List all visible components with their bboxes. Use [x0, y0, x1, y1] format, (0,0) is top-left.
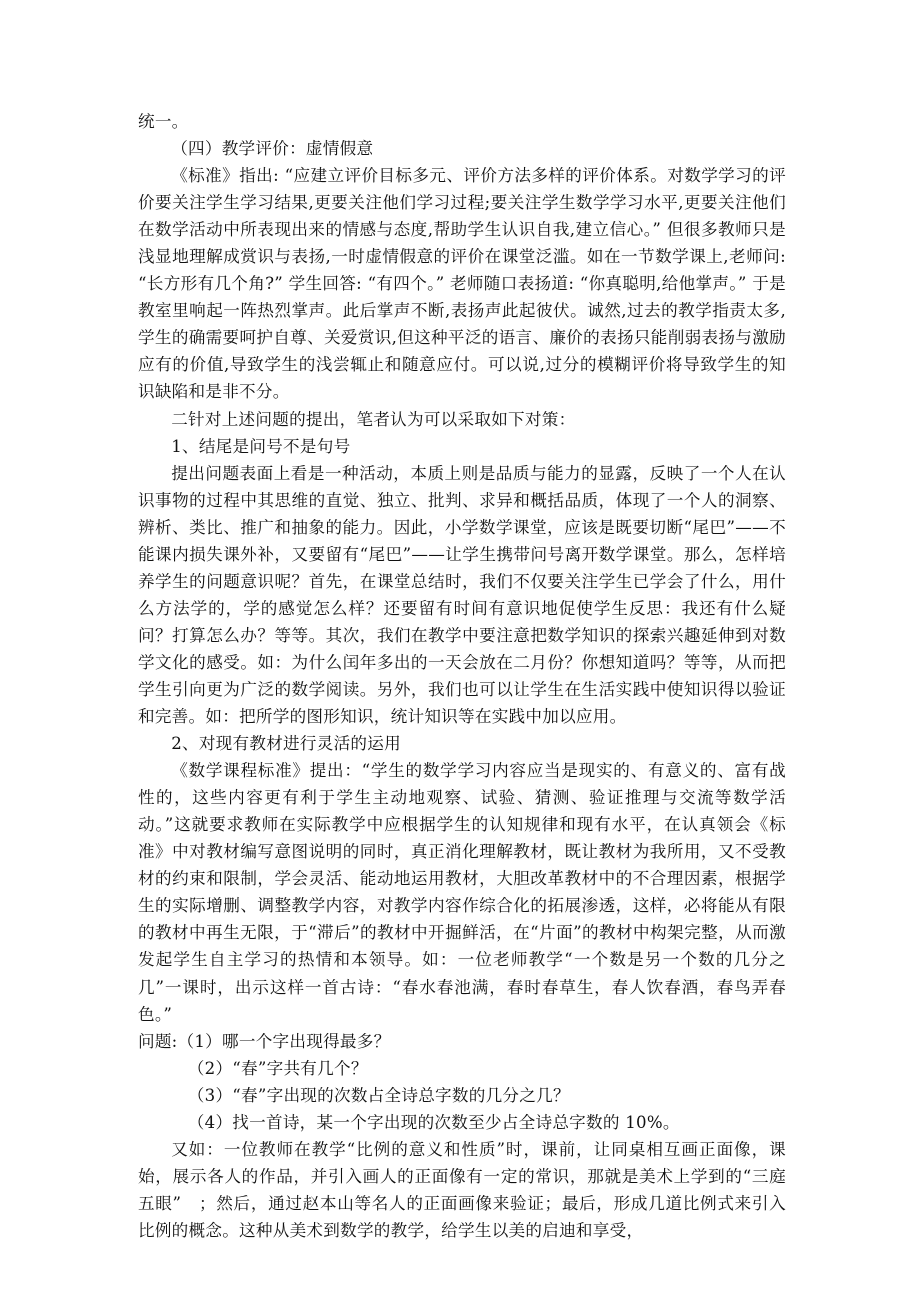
paragraph-ratio-example: 又如：一位教师在教学“比例的意义和性质”时，课前，让同桌相互画正面像，课始，展示各人的作品，并引入画人的正面像有一定的常识，那就是美术上学到的“三庭五眼” ；然后，通过赵本山等名人的正面画像来验证；最后，形成几道比例式来引入比例的概念。这种从美术到数学的教学，给学生以美的启迪和享受， — [138, 1139, 786, 1240]
paragraph-continuation: 统一。 — [138, 112, 189, 131]
question-4: （4）找一首诗，某一个字出现的次数至少占全诗总字数的 10%。 — [187, 1112, 680, 1132]
section-heading-teaching-evaluation: （四）教学评价：虚情假意 — [171, 139, 374, 159]
question-1: 问题:（1）哪一个字出现得最多？ — [138, 1031, 391, 1051]
question-3: （3）“春”字出现的次数占全诗总字数的几分之几？ — [187, 1085, 570, 1105]
question-2: （2）“春”字共有几个？ — [187, 1058, 368, 1078]
document-body — [138, 108, 786, 1244]
paragraph-evaluation: 《标准》指出: “应建立评价目标多元、评价方法多样的评价体系。对数学学习的评价要关注学生学习结果,更要关注他们学习过程;要关注学生数学学习水平,更要关注他们在数学活动中所表现出来的情感与态度,帮助学生认识自我,建立信心。” 但很多教师只是浅显地理解成赏识与表扬,一时虚情假意的评价在课堂泛滥。如在一节数学课上,老师问: “长方形有几个角?” 学生回答: “有四个。” 老师随口表扬道: “你真聪明,给他掌声。” 于是教室里响起一阵热烈掌声。此后掌声不断,表扬声此起彼伏。诚然,过去的教学指责太多,学生的确需要呵护自尊、关爱赏识,但这种平泛的语言、廉价的表扬只能削弱表扬与激励应有的价值,导致学生的浅尝辄止和随意应付。可以说,过分的模糊评价将导致学生的知识缺陷和是非不分。 — [138, 166, 786, 402]
subheading-question-mark: 1、结尾是问号不是句号 — [171, 436, 351, 456]
paragraph-question-awareness: 提出问题表面上看是一种活动，本质上则是品质与能力的显露，反映了一个人在认识事物的过程中其思维的直觉、独立、批判、求异和概括品质，体现了一个人的洞察、辨析、类比、推广和抽象的能力。因此，小学数学课堂，应该是既要切断“尾巴”——不能课内损失课外补，又要留有“尾巴”——让学生携带问号离开数学课堂。那么，怎样培养学生的问题意识呢？首先，在课堂总结时，我们不仅要关注学生已学会了什么，用什么方法学的，学的感觉怎么样？还要留有时间有意识地促使学生反思：我还有什么疑问？打算怎么办？等等。其次，我们在教学中要注意把数学知识的探索兴趣延伸到对数学文化的感受。如：为什么闰年多出的一天会放在二月份？你想知道吗？等等，从而把学生引向更为广泛的数学阅读。另外，我们也可以让学生在生活实践中使知识得以验证和完善。如：把所学的图形知识，统计知识等在实践中加以应用。 — [138, 463, 786, 727]
subheading-flexible-textbook: 2、对现有教材进行灵活的运用 — [171, 734, 401, 754]
section-heading-countermeasures: 二针对上述问题的提出，笔者认为可以采取如下对策： — [171, 409, 576, 429]
paragraph-curriculum-standard: 《数学课程标准》提出：“学生的数学学习内容应当是现实的、有意义的、富有战性的，这些内容更有利于学生主动地观察、试验、猜测、验证推理与交流等数学活动。”这就要求教师在实际教学中应根据学生的认知规律和现有水平，在认真领会《标准》中对教材编写意图说明的同时，真正消化理解教材，既让教材为我所用，又不受教材的约束和限制，学会灵活、能动地运用教材，大胆改革教材中的不合理因素，根据学生的实际增删、调整教学内容，对教学内容作综合化的拓展渗透，这样，必将能从有限的教材中再生无限，于“滞后”的教材中开掘鲜活，在“片面”的教材中构架完整，从而激发起学生自主学习的热情和本领导。如：一位老师教学“一个数是另一个数的几分之几”一课时，出示这样一首古诗：“春水春池满，春时春草生，春人饮春酒，春鸟弄春色。” — [138, 761, 786, 1024]
